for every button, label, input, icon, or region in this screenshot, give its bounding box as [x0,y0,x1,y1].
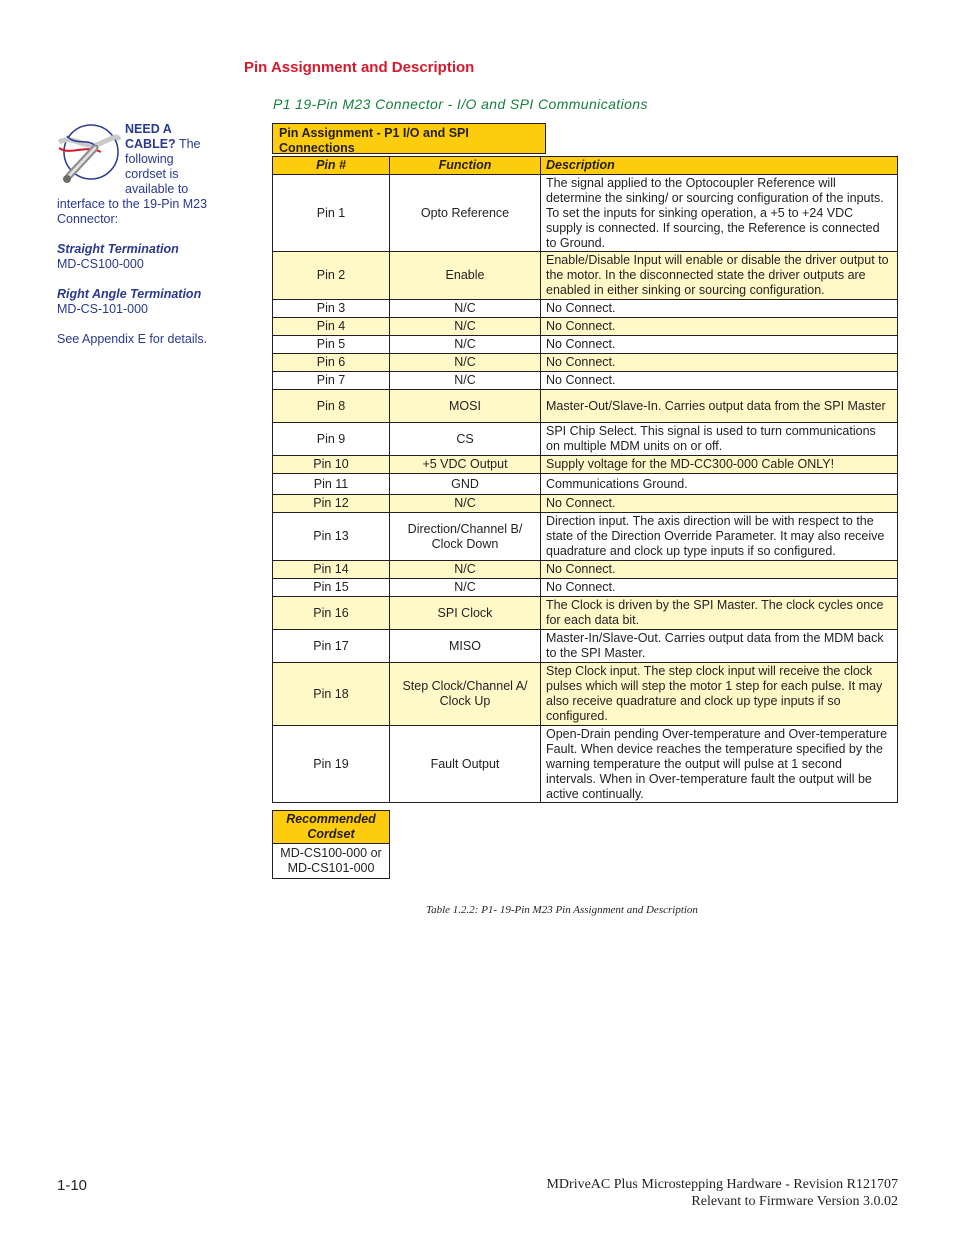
table-row [273,630,898,663]
column-header-description: Description [541,157,898,175]
pin-cell: Pin 16 [273,597,390,630]
table-row [273,513,898,561]
description-cell: The Clock is driven by the SPI Master. The clock cycles once for each data bit. [541,597,898,630]
description-cell: No Connect. [541,354,898,372]
pin-cell: Pin 4 [273,318,390,336]
recommended-cordset-table [272,810,390,879]
table-row [273,579,898,597]
pin-cell: Pin 3 [273,300,390,318]
table-row [273,561,898,579]
function-cell: N/C [390,354,541,372]
cordset-header: Recommended Cordset [273,811,390,844]
description-cell: Communications Ground. [541,474,898,495]
connector-subtitle: P1 19-Pin M23 Connector - I/O and SPI Communications [273,96,648,112]
pin-cell: Pin 5 [273,336,390,354]
pin-cell: Pin 12 [273,495,390,513]
pin-cell: Pin 17 [273,630,390,663]
function-cell: N/C [390,372,541,390]
description-cell: No Connect. [541,495,898,513]
description-cell: No Connect. [541,318,898,336]
function-cell: N/C [390,579,541,597]
table-row [273,423,898,456]
pin-cell: Pin 15 [273,579,390,597]
cable-icon [55,122,121,190]
function-cell: GND [390,474,541,495]
description-cell: SPI Chip Select. This signal is used to turn communications on multiple MDM units on or off. [541,423,898,456]
column-header-function: Function [390,157,541,175]
function-cell: N/C [390,336,541,354]
description-cell: Direction input. The axis direction will be with respect to the state of the Direction Override Parameter. It may also receive quadrature and clock up type inputs if so configured. [541,513,898,561]
straight-termination-part: MD-CS100-000 [57,257,144,271]
function-cell: Opto Reference [390,175,541,252]
column-header-pin: Pin # [273,157,390,175]
table-row [273,726,898,803]
description-cell: Master-Out/Slave-In. Carries output data from the SPI Master [541,390,898,423]
function-cell: Direction/Channel B/ Clock Down [390,513,541,561]
function-cell: +5 VDC Output [390,456,541,474]
pin-assignment-table [272,156,898,803]
table-row [273,456,898,474]
table-row [273,390,898,423]
function-cell: N/C [390,561,541,579]
function-cell: Fault Output [390,726,541,803]
pin-cell: Pin 8 [273,390,390,423]
table-row [273,354,898,372]
pin-cell: Pin 9 [273,423,390,456]
function-cell: CS [390,423,541,456]
right-angle-termination-label: Right Angle Termination [57,287,202,301]
section-title: Pin Assignment and Description [244,59,475,76]
description-cell: Open-Drain pending Over-temperature and Over-temperature Fault. When device reaches the temperature specified by the warning temperature the output will pulse at 1 second intervals. When in Over-temperature fault the output will be active continually. [541,726,898,803]
description-cell: No Connect. [541,372,898,390]
table-row [273,372,898,390]
table-row [273,300,898,318]
function-cell: N/C [390,300,541,318]
function-cell: MISO [390,630,541,663]
description-cell: No Connect. [541,336,898,354]
footer-line-2: Relevant to Firmware Version 3.0.02 [691,1194,898,1209]
table-row [273,597,898,630]
table-row [273,495,898,513]
description-cell: Master-In/Slave-Out. Carries output data from the MDM back to the SPI Master. [541,630,898,663]
pin-cell: Pin 1 [273,175,390,252]
description-cell: Enable/Disable Input will enable or disable the driver output to the motor. In the disconnected state the driver outputs are enabled in either sinking or sourcing configuration. [541,252,898,300]
cable-sidebar [57,122,217,347]
appendix-reference: See Appendix E for details. [57,332,208,346]
description-cell: Supply voltage for the MD-CC300-000 Cable ONLY! [541,456,898,474]
description-cell: The signal applied to the Optocoupler Reference will determine the sinking/ or sourcing configuration of the inputs. To set the inputs for sinking operation, a +5 to +24 VDC supply is connected. If sourcing, the Reference is connected to Ground. [541,175,898,252]
cordset-value: MD-CS100-000 or MD-CS101-000 [273,844,390,879]
function-cell: N/C [390,495,541,513]
pin-cell: Pin 14 [273,561,390,579]
table-title: Pin Assignment - P1 I/O and SPI Connections [272,123,546,154]
footer-line-1: MDriveAC Plus Microstepping Hardware - Revision R121707 [546,1177,898,1192]
function-cell: Enable [390,252,541,300]
table-row [273,175,898,252]
description-cell: Step Clock input. The step clock input will receive the clock pulses which will step the motor 1 step for each pulse. It may also receive quadrature and clock up type inputs if so configured. [541,663,898,726]
page-footer [546,1176,898,1210]
table-row [273,474,898,495]
function-cell: SPI Clock [390,597,541,630]
table-row [273,318,898,336]
pin-cell: Pin 13 [273,513,390,561]
description-cell: No Connect. [541,579,898,597]
pin-cell: Pin 18 [273,663,390,726]
description-cell: No Connect. [541,561,898,579]
pin-cell: Pin 10 [273,456,390,474]
pin-cell: Pin 11 [273,474,390,495]
pin-cell: Pin 7 [273,372,390,390]
cable-info-text: The following cordset is available to interface to the 19-Pin M23 Connector: [57,137,208,226]
right-angle-termination-part: MD-CS-101-000 [57,302,149,316]
function-cell: Step Clock/Channel A/ Clock Up [390,663,541,726]
need-cable-heading: NEED A CABLE? [125,122,176,151]
table-row [273,336,898,354]
table-row [273,252,898,300]
page-number: 1-10 [57,1177,88,1194]
function-cell: MOSI [390,390,541,423]
table-header-row [273,157,898,175]
pin-cell: Pin 19 [273,726,390,803]
description-cell: No Connect. [541,300,898,318]
table-caption: Table 1.2.2: P1- 19-Pin M23 Pin Assignment and Description [426,904,698,916]
function-cell: N/C [390,318,541,336]
straight-termination-label: Straight Termination [57,242,179,256]
pin-cell: Pin 2 [273,252,390,300]
pin-cell: Pin 6 [273,354,390,372]
table-row [273,663,898,726]
